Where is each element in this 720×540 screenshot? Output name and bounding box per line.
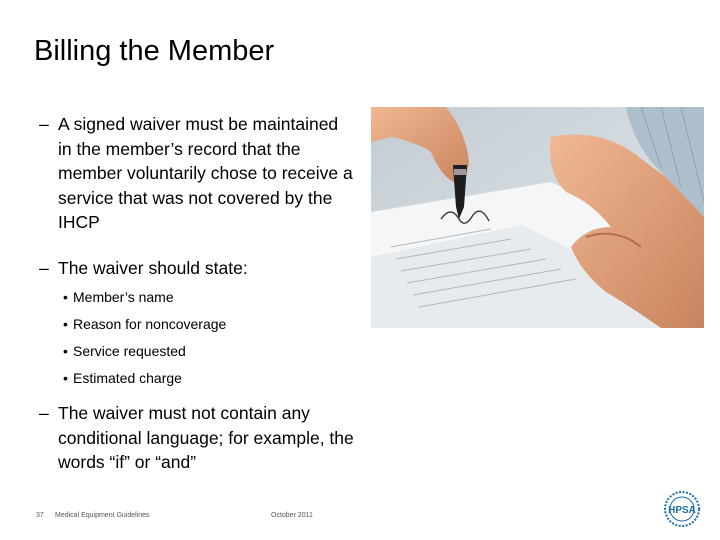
footer-guide-name: Medical Equipment Guidelines xyxy=(55,512,150,519)
bullet-item-conditional xyxy=(36,401,356,475)
hpsa-logo xyxy=(662,489,702,529)
dash-marker: – xyxy=(39,403,49,423)
bullet-item-state xyxy=(36,256,356,284)
page-number: 37 xyxy=(36,512,44,519)
bullet-dot: • xyxy=(63,316,68,332)
sub-item-text: Reason for noncoverage xyxy=(73,316,227,332)
bullet-text: A signed waiver must be maintained in the member’s record that the member voluntarily chose to receive a service that was not covered by the IHCP xyxy=(58,114,353,232)
bullet-dot: • xyxy=(63,370,68,386)
signing-photo xyxy=(371,107,704,328)
bullet-text: The waiver should state: xyxy=(58,258,248,278)
bullet-item-waiver xyxy=(36,112,356,256)
sub-item-service xyxy=(63,338,356,365)
sub-item-text: Member’s name xyxy=(73,289,174,305)
sub-item-text: Service requested xyxy=(73,343,186,359)
footer-date: October 2011 xyxy=(271,512,313,519)
logo-text: HPSA xyxy=(668,505,696,516)
sub-bullet-list xyxy=(36,284,356,392)
sub-item-member-name xyxy=(63,284,356,311)
bullet-dot: • xyxy=(63,289,68,305)
bullet-list xyxy=(36,112,356,475)
sub-item-text: Estimated charge xyxy=(73,370,182,386)
dash-marker: – xyxy=(39,114,49,134)
bullet-dot: • xyxy=(63,343,68,359)
sub-item-charge xyxy=(63,365,356,392)
slide-title: Billing the Member xyxy=(34,35,275,67)
bullet-text: The waiver must not contain any conditional language; for example, the words “if” or “and” xyxy=(58,403,354,472)
dash-marker: – xyxy=(39,258,49,278)
sub-item-reason xyxy=(63,311,356,338)
